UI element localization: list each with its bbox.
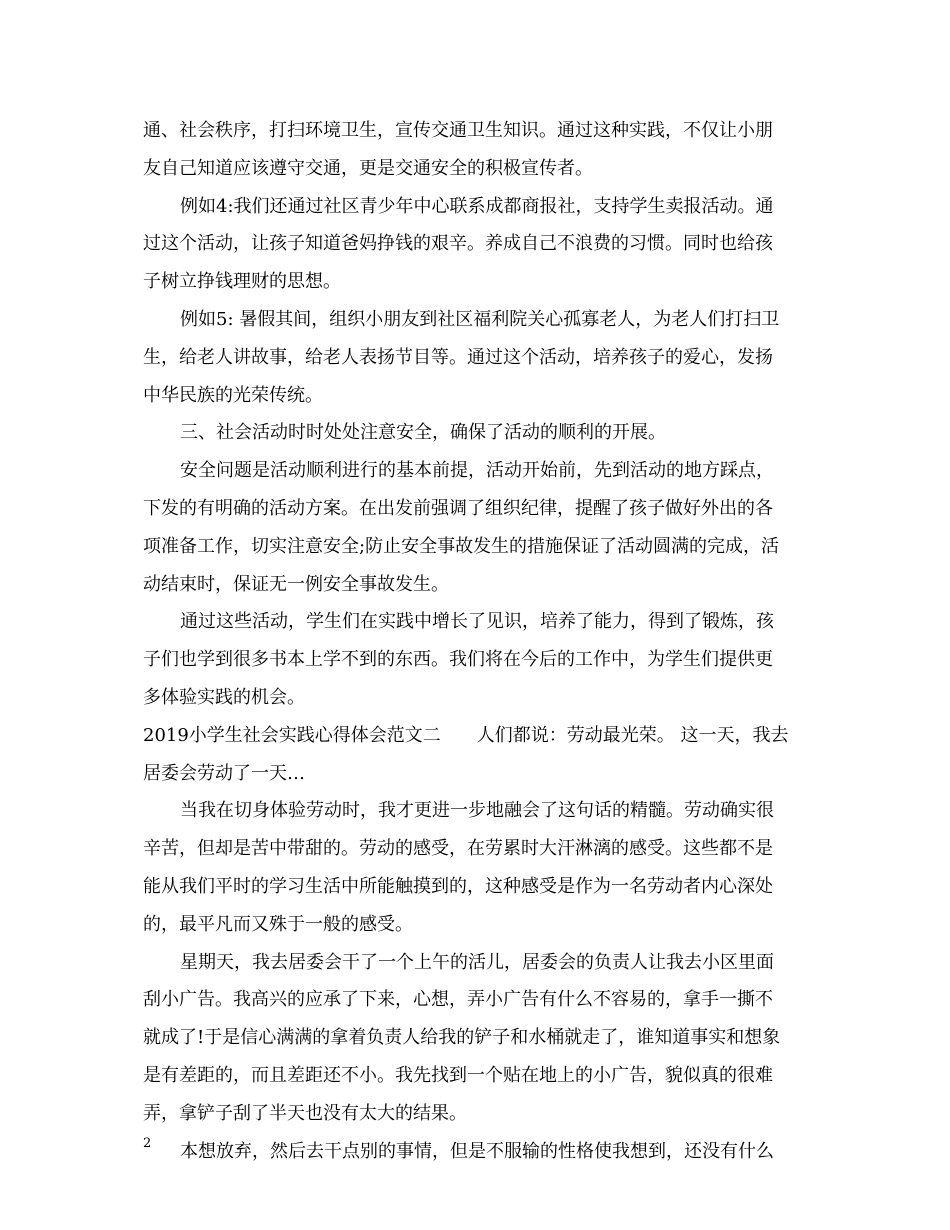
text-line: 通过这些活动，学生们在实践中增长了见识，培养了能力，得到了锻炼，孩: [180, 611, 774, 633]
text-line: 的，最平凡而又殊于一般的感受。: [143, 913, 413, 935]
text-line: 安全问题是活动顺利进行的基本前提，活动开始前，先到活动的地方踩点，: [180, 460, 774, 482]
text-line: 项准备工作，切实注意安全;防止安全事故发生的措施保证了活动圆满的完成，活: [143, 535, 780, 557]
document-body: [143, 112, 810, 1170]
text-line: 本想放弃，然后去干点别的事情，但是不服输的性格使我想到，还没有什么: [180, 1140, 774, 1162]
text-line: 下发的有明确的活动方案。在出发前强调了组织纪律，提醒了孩子做好外出的各: [143, 497, 773, 519]
page-number: 2: [143, 1136, 152, 1151]
text-line: 通、社会秩序，打扫环境卫生，宣传交通卫生知识。通过这种实践，不仅让小朋: [143, 120, 773, 141]
text-line: 星期天，我去居委会干了一个上午的活儿，居委会的负责人让我去小区里面: [180, 951, 774, 973]
text-line: 子们也学到很多书本上学不到的东西。我们将在今后的工作中，为学生们提供更: [143, 649, 773, 671]
section-heading: 三、社会活动时时处处注意安全，确保了活动的顺利的开展。: [180, 422, 666, 444]
text-line: 弄，拿铲子刮了半天也没有太大的结果。: [143, 1102, 467, 1124]
text-line: 刮小广告。我高兴的应承了下来，心想，弄小广告有什么不容易的，拿手一撕不: [143, 989, 773, 1011]
article-title-line: 2019小学生社会实践心得体会范文二 人们都说：劳动最光荣。 这一天，我去: [143, 724, 789, 746]
text-line: 中华民族的光荣传统。: [143, 384, 323, 406]
text-line: 友自己知道应该遵守交通，更是交通安全的积极宣传者。: [143, 157, 593, 179]
text-line: 过这个活动，让孩子知道爸妈挣钱的艰辛。养成自己不浪费的习惯。同时也给孩: [143, 233, 773, 255]
text-line: 当我在切身体验劳动时，我才更进一步地融会了这句话的精髓。劳动确实很: [180, 800, 774, 822]
text-line: 动结束时，保证无一例安全事故发生。: [143, 573, 449, 595]
text-line: 多体验实践的机会。: [143, 686, 305, 708]
text-line: 就成了!于是信心满满的拿着负责人给我的铲子和水桶就走了，谁知道事实和想象: [143, 1027, 781, 1049]
text-line: 能从我们平时的学习生活中所能触摸到的，这种感受是作为一名劳动者内心深处: [143, 875, 773, 897]
text-line: 是有差距的，而且差距还不小。我先找到一个贴在地上的小广告，貌似真的很难: [143, 1064, 773, 1086]
text-line: 居委会劳动了一天…: [143, 762, 305, 784]
text-line: 辛苦，但却是苦中带甜的。劳动的感受，在劳累时大汗淋漓的感受。这些都不是: [143, 838, 773, 860]
text-line: 子树立挣钱理财的思想。: [143, 271, 341, 293]
text-line: 例如5: 暑假其间，组织小朋友到社区福利院关心孤寡老人，为老人们打扫卫: [180, 308, 780, 330]
text-line: 例如4:我们还通过社区青少年中心联系成都商报社，支持学生卖报活动。通: [180, 195, 774, 217]
text-line: 生，给老人讲故事，给老人表扬节目等。通过这个活动，培养孩子的爱心，发扬: [143, 346, 773, 368]
